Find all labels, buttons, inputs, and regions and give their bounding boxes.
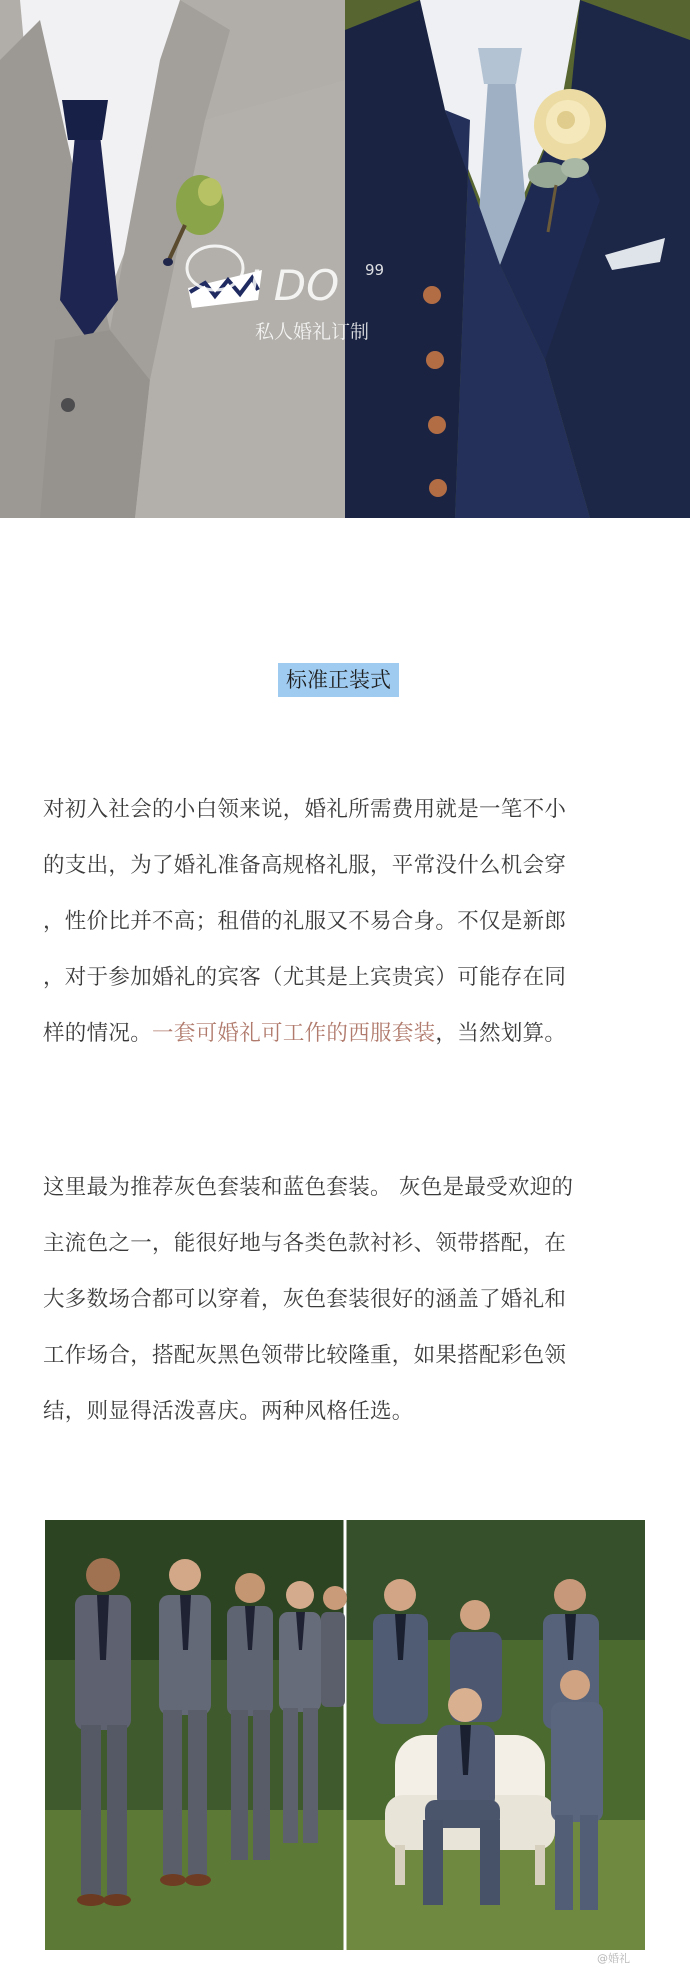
highlighted-phrase: 一套可婚礼可工作的西服套装 (152, 1021, 436, 1046)
hero-suit-photo (0, 0, 690, 518)
paragraph-line: ，对于参加婚礼的宾客（尤其是上宾贵宾）可能存在同 (43, 965, 567, 990)
paragraph-line: 对初入社会的小白领来说，婚礼所需费用就是一笔不小 (43, 797, 567, 822)
paragraph-line: 工作场合，搭配灰黑色领带比较隆重，如果搭配彩色领 (43, 1343, 567, 1368)
watermark-number: 99 (365, 261, 385, 279)
groomsmen-group-photo (45, 1520, 645, 1950)
watermark-brand: I DO (248, 261, 340, 310)
paragraph-line: 这里最为推荐灰色套装和蓝色套装。 灰色是最受欢迎的 (43, 1175, 574, 1200)
intro-paragraph (43, 782, 651, 1062)
section-heading: 标准正装式 (278, 663, 399, 697)
paragraph-line: 大多数场合都可以穿着，灰色套装很好的涵盖了婚礼和 (43, 1287, 567, 1312)
paragraph-line (43, 1006, 651, 1062)
watermark-caption: 私人婚礼订制 (255, 321, 370, 343)
hero-suit-illustration (0, 0, 690, 518)
paragraph-line: 主流色之一，能很好地与各类色款衬衫、领带搭配，在 (43, 1231, 567, 1256)
paragraph-line: ，性价比并不高；租借的礼服又不易合身。不仅是新郎 (43, 909, 567, 934)
footer-watermark: @婚礼 (597, 1952, 630, 1965)
groomsmen-illustration (45, 1520, 645, 1950)
paragraph-line: 结，则显得活泼喜庆。两种风格任选。 (43, 1399, 414, 1424)
line-prefix: 样的情况。 (43, 1021, 153, 1046)
paragraph-line: 的支出，为了婚礼准备高规格礼服，平常没什么机会穿 (43, 853, 567, 878)
recommendation-paragraph (43, 1160, 651, 1440)
line-suffix: ，当然划算。 (435, 1021, 567, 1046)
